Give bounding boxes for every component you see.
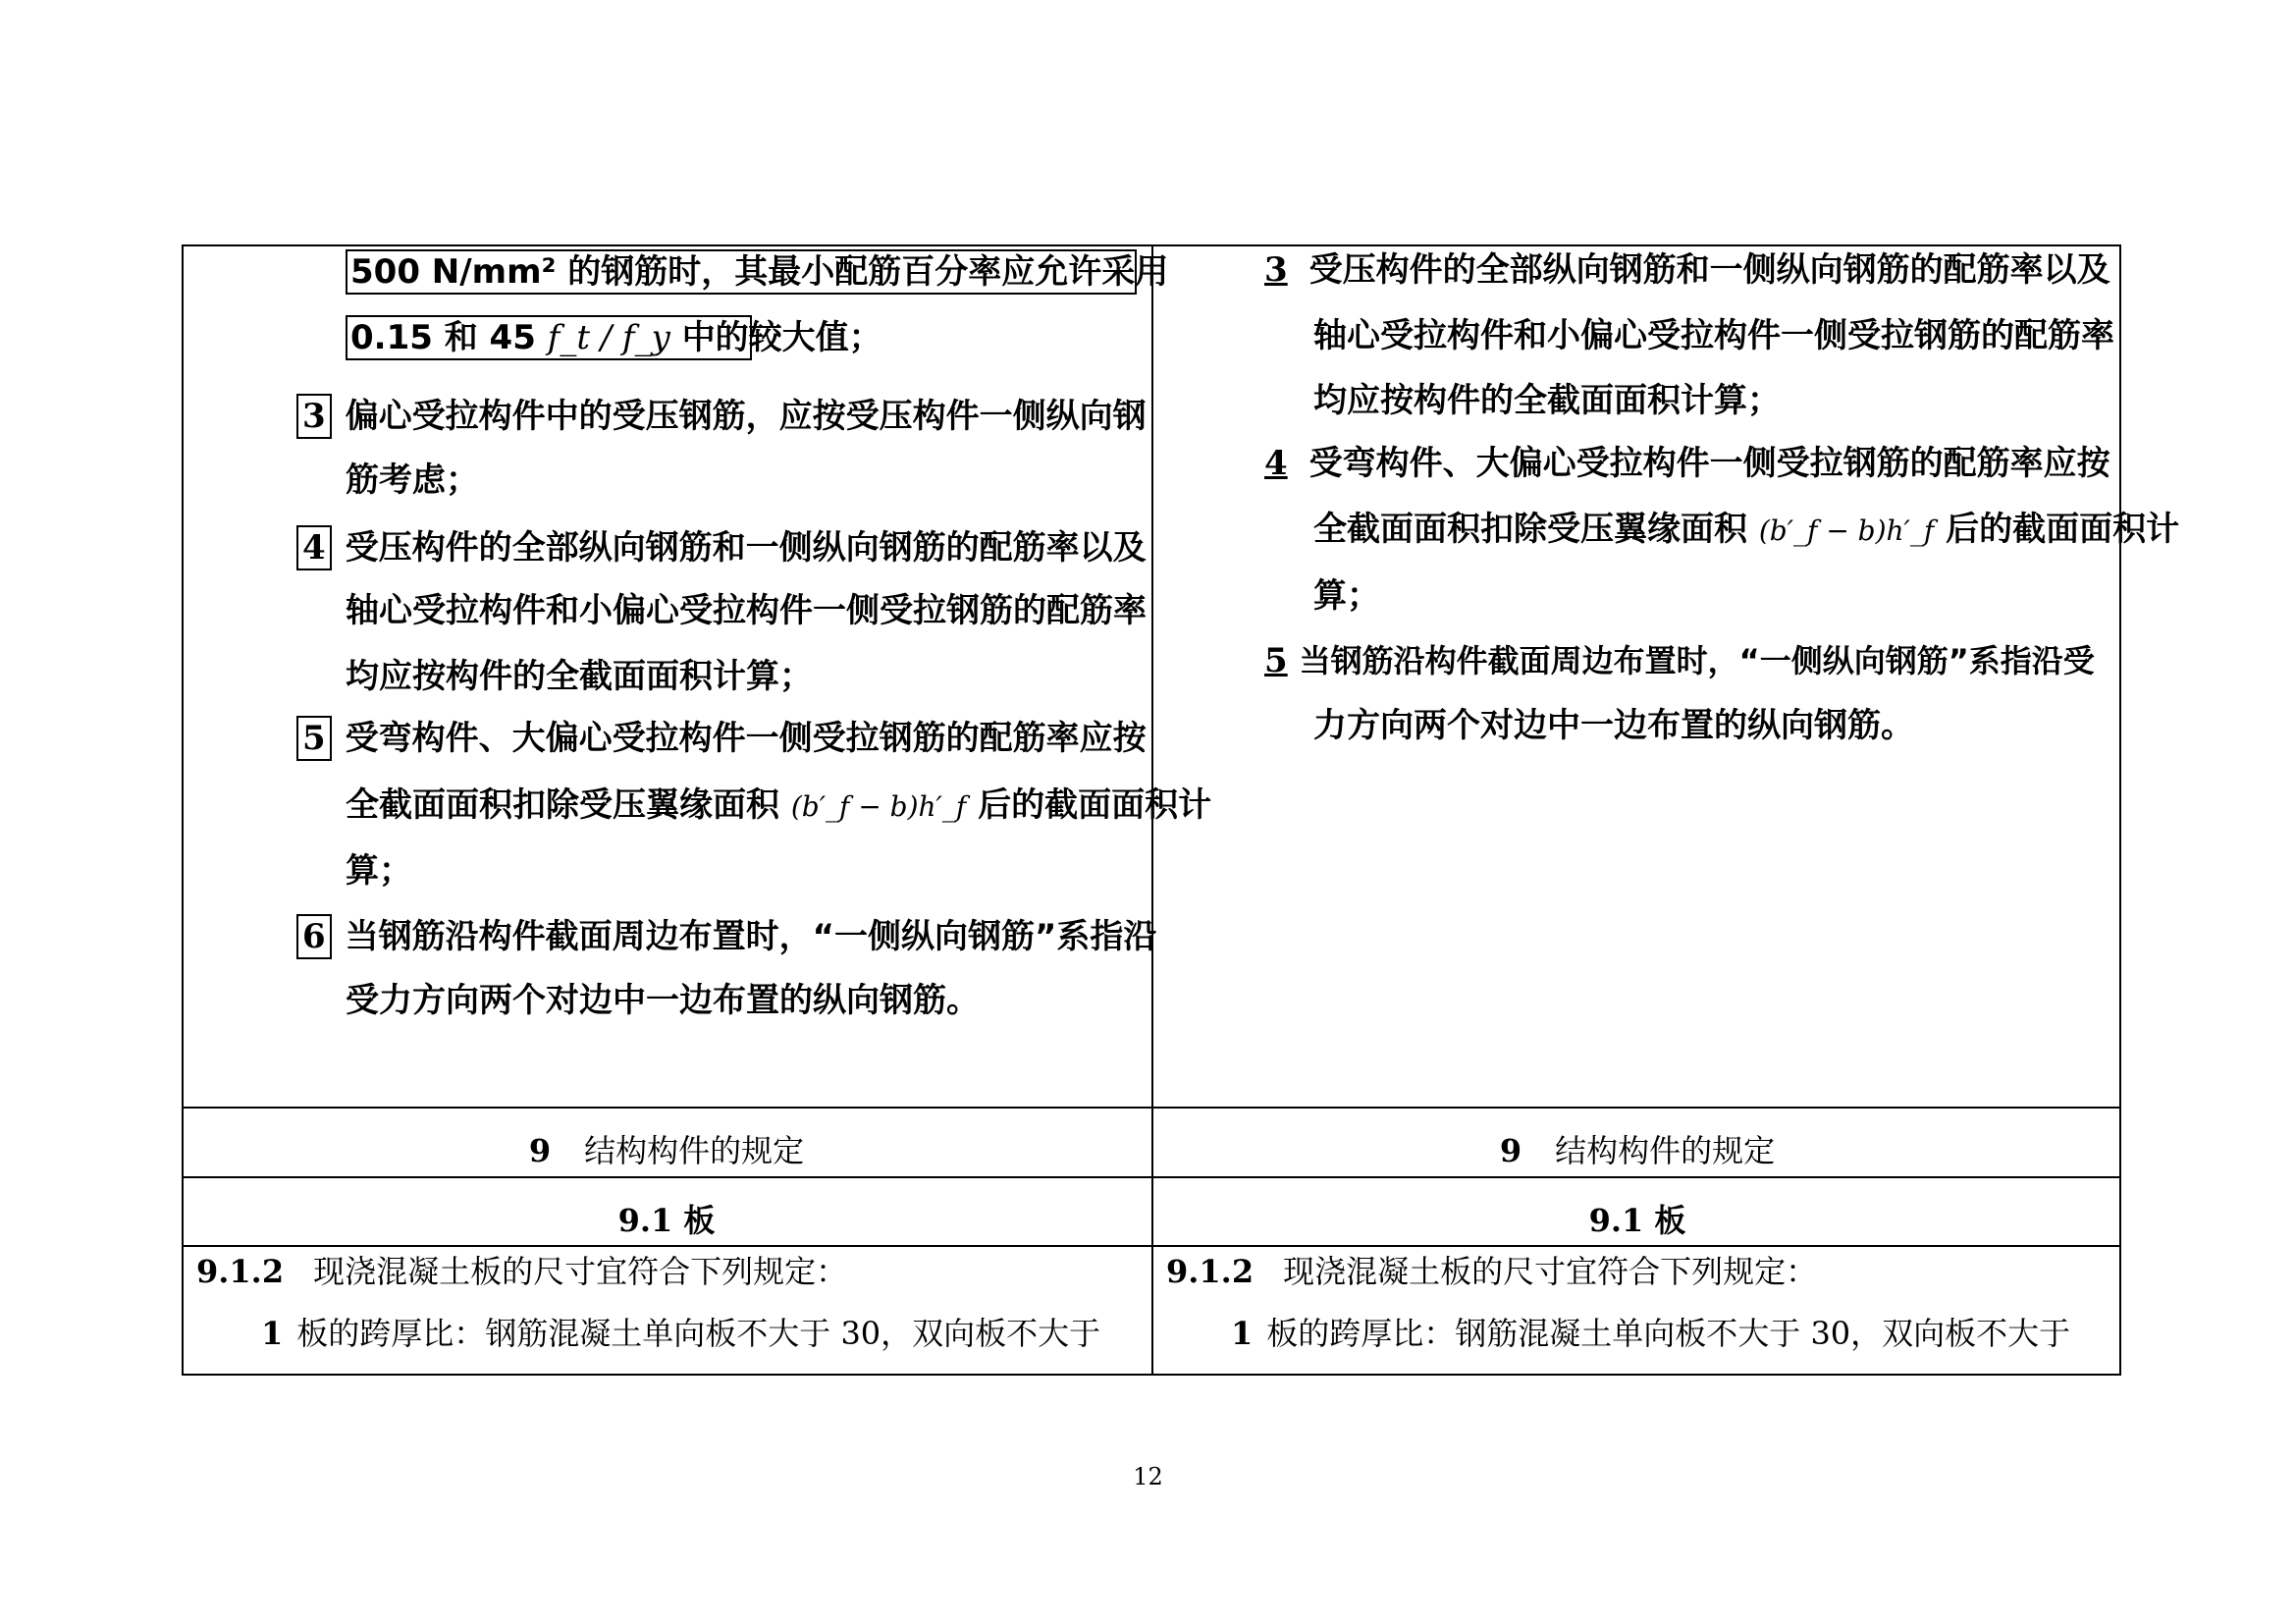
right-item-3-cont: 轴心受拉构件和小偏心受拉构件一侧受拉钢筋的配筋率 [1313, 316, 2114, 355]
item-number-underlined: 3 [1264, 250, 1288, 290]
left-item-4-cont: 轴心受拉构件和小偏心受拉构件一侧受拉钢筋的配筋率 [346, 591, 1147, 630]
left-item-4-cont: 均应按构件的全截面面积计算； [346, 657, 813, 696]
item-number-boxed: 6 [296, 914, 332, 959]
flange-area-formula: (b′_f − b)h′_f [1758, 514, 1935, 547]
left-chapter-heading: 9 结构构件的规定 [528, 1132, 805, 1169]
row-divider [182, 1176, 2121, 1178]
ratio-formula: f_t / f_y [547, 318, 670, 357]
right-subclause-1: 1 板的跨厚比：钢筋混凝土单向板不大于 30，双向板不大于 [1231, 1315, 2071, 1352]
flange-area-formula: (b′_f − b)h′_f [790, 790, 967, 823]
left-item-6: 6 当钢筋沿构件截面周边布置时，“一侧纵向钢筋”系指沿 [296, 914, 1156, 959]
left-line-1 [346, 249, 1169, 295]
item-number-boxed: 5 [296, 716, 332, 761]
right-clause: 9.1.2 现浇混凝土板的尺寸宜符合下列规定： [1166, 1253, 1818, 1290]
page-number: 12 [1133, 1463, 1163, 1490]
left-item-3: 3 偏心受拉构件中的受压钢筋，应按受压构件一侧纵向钢 [296, 394, 1147, 439]
row-divider [182, 1245, 2121, 1247]
right-item-4-cont: 全截面面积扣除受压翼缘面积 (b′_f − b)h′_f 后的截面面积计 [1313, 510, 2180, 549]
left-clause: 9.1.2 现浇混凝土板的尺寸宜符合下列规定： [196, 1253, 848, 1290]
right-chapter-heading: 9 结构构件的规定 [1499, 1132, 1776, 1169]
left-item-5: 5 受弯构件、大偏心受拉构件一侧受拉钢筋的配筋率应按 [296, 716, 1147, 761]
right-item-3: 3 受压构件的全部纵向钢筋和一侧纵向钢筋的配筋率以及 [1264, 250, 2110, 290]
left-section-heading: 9.1 板 [617, 1202, 716, 1239]
right-item-5-cont: 力方向两个对边中一边布置的纵向钢筋。 [1313, 706, 1914, 745]
inserted-text-box: 0.15 和 45 f_t / f_y 中的较大值； [346, 315, 752, 360]
row-divider [182, 1107, 2121, 1109]
right-item-4: 4 受弯构件、大偏心受拉构件一侧受拉钢筋的配筋率应按 [1264, 444, 2110, 483]
left-item-5-cont: 算； [346, 851, 412, 891]
right-item-5: 5 当钢筋沿构件截面周边布置时，“一侧纵向钢筋”系指沿受 [1264, 641, 2095, 680]
left-item-4: 4 受压构件的全部纵向钢筋和一侧纵向钢筋的配筋率以及 [296, 525, 1147, 570]
right-item-4-cont: 算； [1313, 576, 1380, 616]
inserted-text-box: 500 N/mm² 的钢筋时，其最小配筋百分率应允许采用 [346, 249, 1137, 295]
item-number-boxed: 3 [296, 394, 332, 439]
left-item-6-cont: 受力方向两个对边中一边布置的纵向钢筋。 [346, 981, 980, 1020]
left-line-2 [346, 315, 882, 360]
right-section-heading: 9.1 板 [1588, 1202, 1686, 1239]
item-number-underlined: 5 [1264, 641, 1288, 680]
left-item-3-cont: 筋考虑； [346, 460, 479, 500]
item-number-underlined: 4 [1264, 444, 1288, 483]
item-number-boxed: 4 [296, 525, 332, 570]
left-item-5-cont: 全截面面积扣除受压翼缘面积 (b′_f − b)h′_f 后的截面面积计 [346, 785, 1212, 825]
left-subclause-1: 1 板的跨厚比：钢筋混凝土单向板不大于 30，双向板不大于 [261, 1315, 1101, 1352]
right-item-3-cont: 均应按构件的全截面面积计算； [1313, 381, 1781, 420]
